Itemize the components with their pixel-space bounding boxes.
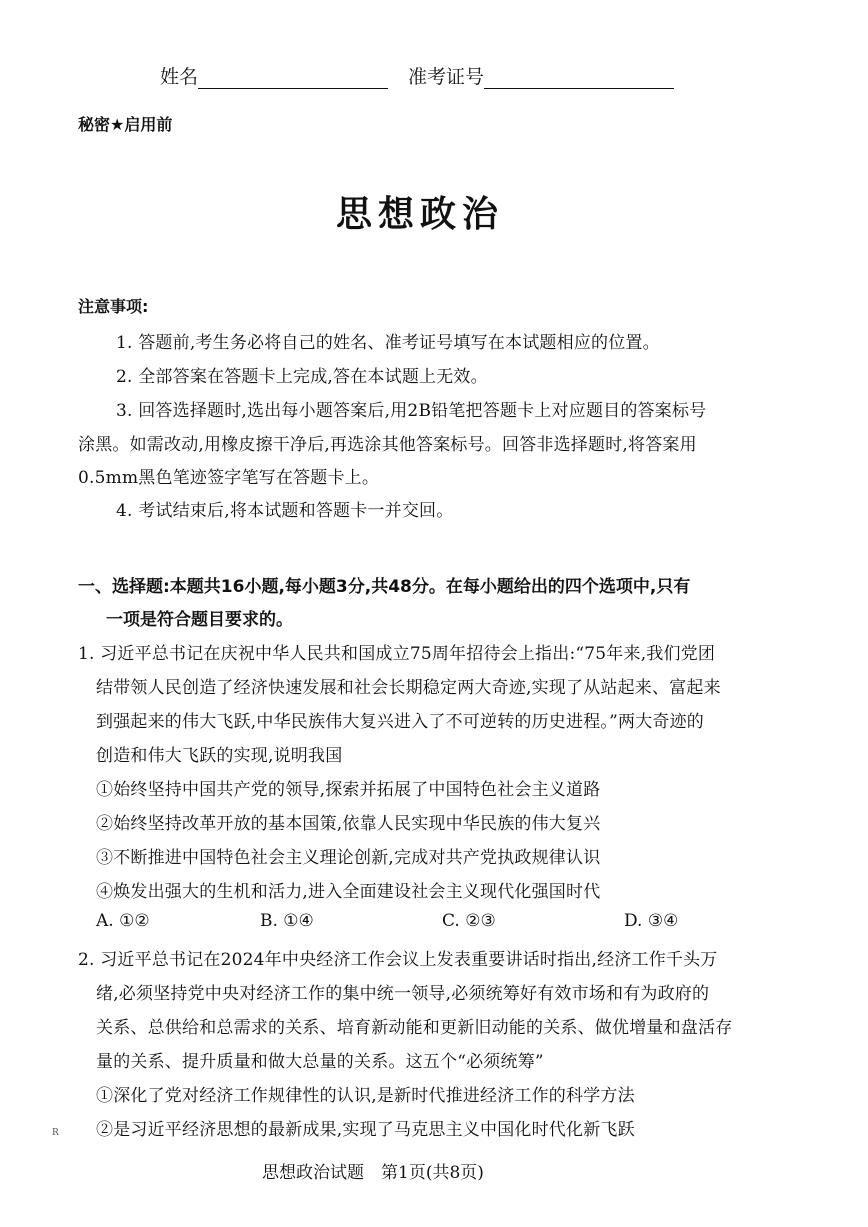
secret-label: 秘密★启用前 [78, 115, 173, 134]
q1-stem-line-3: 到强起来的伟大飞跃,中华民族伟大复兴进入了不可逆转的历史进程。”两大奇迹的 [96, 712, 704, 732]
notice-heading: 注意事项: [78, 297, 149, 316]
exam-id-field [408, 62, 674, 89]
section-heading-line-1: 一、选择题:本题共16小题,每小题3分,共48分。在每小题给出的四个选项中,只有 [78, 577, 691, 597]
q1-statement-4: ④焕发出强大的生机和活力,进入全面建设社会主义现代化强国时代 [96, 882, 601, 902]
q1-option-c: C. ②③ [442, 911, 496, 931]
q2-statement-2: ②是习近平经济思想的最新成果,实现了马克思主义中国化时代化新飞跃 [96, 1120, 635, 1140]
name-blank [198, 70, 388, 89]
notice-item-1: 1. 答题前,考生务必将自己的姓名、准考证号填写在本试题相应的位置。 [116, 333, 660, 353]
notice-item-3-line-1: 3. 回答选择题时,选出每小题答案后,用2B铅笔把答题卡上对应题目的答案标号 [116, 401, 707, 421]
q1-option-a: A. ①② [96, 911, 150, 931]
margin-mark: R [52, 1128, 59, 1138]
q1-statement-3: ③不断推进中国特色社会主义理论创新,完成对共产党执政规律认识 [96, 848, 601, 868]
q2-stem-line-3: 关系、总供给和总需求的关系、培育新动能和更新旧动能的关系、做优增量和盘活存 [96, 1018, 733, 1038]
q2-stem-line-2: 绪,必须坚持党中央对经济工作的集中统一领导,必须统筹好有效市场和有为政府的 [96, 984, 710, 1004]
q2-statement-1: ①深化了党对经济工作规律性的认识,是新时代推进经济工作的科学方法 [96, 1086, 635, 1106]
q1-stem-line-4: 创造和伟大飞跃的实现,说明我国 [96, 746, 343, 766]
page-footer: 思想政治试题 第1页(共8页) [262, 1163, 484, 1183]
q2-stem-line-4: 量的关系、提升质量和做大总量的关系。这五个“必须统筹” [96, 1052, 544, 1072]
exam-id-blank [484, 70, 674, 89]
q1-stem-line-1: 1. 习近平总书记在庆祝中华人民共和国成立75周年招待会上指出:“75年来,我们党团 [78, 644, 716, 664]
notice-item-2: 2. 全部答案在答题卡上完成,答在本试题上无效。 [116, 367, 488, 387]
page-title: 思想政治 [336, 194, 505, 235]
section-heading-line-2: 一项是符合题目要求的。 [106, 610, 293, 630]
q1-option-b: B. ①④ [260, 911, 314, 931]
exam-id-label: 准考证号 [408, 66, 485, 88]
q1-stem-line-2: 结带领人民创造了经济快速发展和社会长期稳定两大奇迹,实现了从站起来、富起来 [96, 678, 721, 698]
q1-statement-2: ②始终坚持改革开放的基本国策,依靠人民实现中华民族的伟大复兴 [96, 814, 601, 834]
notice-item-4: 4. 考试结束后,将本试题和答题卡一并交回。 [116, 501, 454, 521]
notice-item-3-line-3: 0.5mm黑色笔迹签字笔写在答题卡上。 [78, 468, 380, 488]
q1-statement-1: ①始终坚持中国共产党的领导,探索并拓展了中国特色社会主义道路 [96, 780, 601, 800]
q1-option-d: D. ③④ [624, 911, 679, 931]
q2-stem-line-1: 2. 习近平总书记在2024年中央经济工作会议上发表重要讲话时指出,经济工作千头万 [78, 950, 718, 970]
name-label: 姓名 [160, 66, 199, 88]
name-field [160, 62, 388, 89]
notice-item-3-line-2: 涂黑。如需改动,用橡皮擦干净后,再选涂其他答案标号。回答非选择题时,将答案用 [78, 435, 697, 455]
